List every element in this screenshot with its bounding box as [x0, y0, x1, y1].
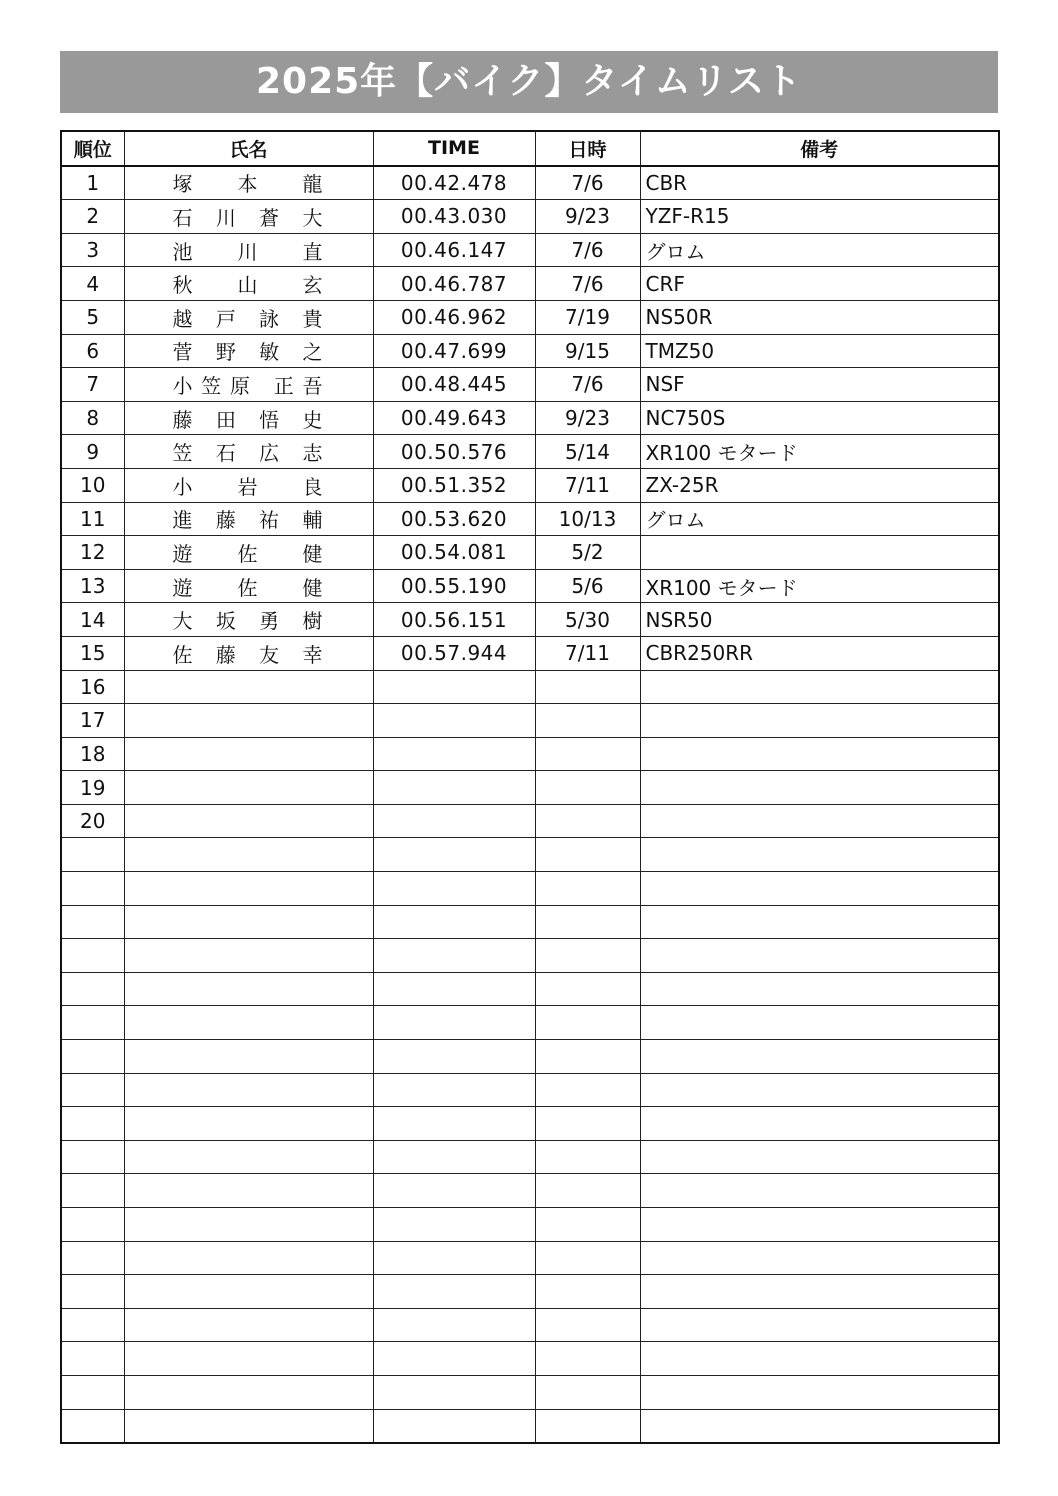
table-row: [61, 1208, 999, 1242]
name-cell: [124, 1275, 373, 1309]
table-row: [61, 1409, 999, 1443]
rank-cell: [61, 1409, 124, 1443]
name-text: 大 坂 勇 樹: [172, 609, 323, 634]
date-cell: [535, 1308, 640, 1342]
time-cell: [373, 939, 535, 973]
date-cell: [535, 939, 640, 973]
table-row: [61, 1073, 999, 1107]
time-cell: [373, 1275, 535, 1309]
table-row: [61, 1006, 999, 1040]
date-cell: [535, 1208, 640, 1242]
table-row: [61, 905, 999, 939]
date-cell: [535, 804, 640, 838]
name-cell: [124, 1342, 373, 1376]
note-cell: [640, 972, 999, 1006]
date-cell: [535, 838, 640, 872]
date-cell: 5/6: [535, 569, 640, 603]
table-row: [61, 536, 999, 570]
date-cell: [535, 1241, 640, 1275]
note-cell: NSR50: [640, 603, 999, 637]
name-cell: [124, 300, 373, 334]
note-cell: [640, 1275, 999, 1309]
note-cell: [640, 670, 999, 704]
name-cell: [124, 233, 373, 267]
rank-cell: 17: [61, 704, 124, 738]
time-cell: [373, 1174, 535, 1208]
time-cell: [373, 1342, 535, 1376]
name-text: 菅 野 敏 之: [172, 340, 323, 365]
time-cell: [373, 905, 535, 939]
name-cell: [124, 872, 373, 906]
date-cell: [535, 1140, 640, 1174]
time-cell: [373, 1107, 535, 1141]
rank-cell: [61, 1073, 124, 1107]
rank-cell: 4: [61, 267, 124, 301]
date-cell: [535, 1073, 640, 1107]
table-row: [61, 334, 999, 368]
page-title: 2025年【バイク】タイムリスト: [60, 51, 998, 113]
name-cell: [124, 771, 373, 805]
time-cell: [373, 670, 535, 704]
table-row: [61, 737, 999, 771]
note-cell: CBR250RR: [640, 636, 999, 670]
name-cell: [124, 166, 373, 200]
name-cell: [124, 334, 373, 368]
rank-cell: [61, 1208, 124, 1242]
rank-cell: [61, 1174, 124, 1208]
time-cell: [373, 972, 535, 1006]
rank-cell: 5: [61, 300, 124, 334]
table-row: [61, 704, 999, 738]
note-cell: CBR: [640, 166, 999, 200]
rank-cell: 1: [61, 166, 124, 200]
date-cell: 7/11: [535, 636, 640, 670]
header-rank: 順位: [61, 131, 124, 166]
time-cell: [373, 1006, 535, 1040]
name-cell: [124, 1308, 373, 1342]
time-cell: 00.54.081: [373, 536, 535, 570]
table-row: [61, 300, 999, 334]
note-cell: NC750S: [640, 401, 999, 435]
rank-cell: [61, 1275, 124, 1309]
name-cell: [124, 1208, 373, 1242]
rank-cell: 19: [61, 771, 124, 805]
note-cell: [640, 1409, 999, 1443]
time-cell: 00.51.352: [373, 468, 535, 502]
rank-cell: 7: [61, 368, 124, 402]
rank-cell: [61, 1241, 124, 1275]
name-text: 遊 佐 健: [172, 541, 323, 566]
rank-cell: [61, 1107, 124, 1141]
rank-cell: [61, 1375, 124, 1409]
time-cell: [373, 804, 535, 838]
note-cell: [640, 1241, 999, 1275]
date-cell: [535, 1040, 640, 1074]
time-cell: 00.55.190: [373, 569, 535, 603]
rank-cell: 6: [61, 334, 124, 368]
table-header-row: [61, 131, 999, 166]
time-list-table: [60, 130, 1000, 1444]
name-cell: [124, 502, 373, 536]
name-cell: [124, 1073, 373, 1107]
date-cell: 7/6: [535, 233, 640, 267]
rank-cell: [61, 1342, 124, 1376]
rank-cell: 18: [61, 737, 124, 771]
name-cell: [124, 905, 373, 939]
table-row: [61, 603, 999, 637]
note-cell: [640, 1107, 999, 1141]
table-row: [61, 838, 999, 872]
rank-cell: [61, 1040, 124, 1074]
note-cell: [640, 1073, 999, 1107]
note-cell: [640, 1174, 999, 1208]
name-cell: [124, 435, 373, 469]
table-row: [61, 1241, 999, 1275]
name-text: 笠 石 広 志: [172, 441, 323, 466]
name-cell: [124, 939, 373, 973]
note-cell: [640, 1040, 999, 1074]
note-cell: [640, 1375, 999, 1409]
date-cell: [535, 1006, 640, 1040]
table-row: [61, 939, 999, 973]
rank-cell: 11: [61, 502, 124, 536]
time-cell: [373, 872, 535, 906]
table-row: [61, 1375, 999, 1409]
time-cell: [373, 1140, 535, 1174]
time-cell: 00.57.944: [373, 636, 535, 670]
name-cell: [124, 267, 373, 301]
rank-cell: 8: [61, 401, 124, 435]
note-cell: [640, 838, 999, 872]
table-row: [61, 435, 999, 469]
rank-cell: [61, 1140, 124, 1174]
time-cell: 00.46.787: [373, 267, 535, 301]
table-row: [61, 1140, 999, 1174]
name-cell: [124, 737, 373, 771]
time-cell: 00.49.643: [373, 401, 535, 435]
date-cell: [535, 972, 640, 1006]
name-text: 小 岩 良: [172, 474, 323, 499]
date-cell: 7/6: [535, 166, 640, 200]
time-cell: 00.46.962: [373, 300, 535, 334]
time-cell: [373, 838, 535, 872]
table-row: [61, 872, 999, 906]
name-cell: [124, 368, 373, 402]
header-date: 日時: [535, 131, 640, 166]
date-cell: [535, 1275, 640, 1309]
name-text: 越 戸 詠 貴: [172, 306, 323, 331]
table-row: [61, 200, 999, 234]
time-cell: [373, 737, 535, 771]
note-cell: グロム: [640, 502, 999, 536]
name-text: 池 川 直: [172, 239, 323, 264]
note-cell: [640, 804, 999, 838]
time-cell: 00.42.478: [373, 166, 535, 200]
date-cell: 9/23: [535, 401, 640, 435]
rank-cell: 10: [61, 468, 124, 502]
time-cell: 00.56.151: [373, 603, 535, 637]
date-cell: 10/13: [535, 502, 640, 536]
note-cell: XR100 モタード: [640, 435, 999, 469]
time-cell: [373, 1073, 535, 1107]
date-cell: [535, 872, 640, 906]
note-cell: TMZ50: [640, 334, 999, 368]
name-text: 秋 山 玄: [172, 273, 323, 298]
note-cell: [640, 737, 999, 771]
date-cell: 7/11: [535, 468, 640, 502]
header-note: 備考: [640, 131, 999, 166]
date-cell: 5/30: [535, 603, 640, 637]
note-cell: [640, 939, 999, 973]
name-text: 小笠原 正吾: [172, 373, 323, 398]
note-cell: NSF: [640, 368, 999, 402]
name-text: 藤 田 悟 史: [172, 407, 323, 432]
table-row: [61, 1308, 999, 1342]
date-cell: [535, 1174, 640, 1208]
name-text: 佐 藤 友 幸: [172, 642, 323, 667]
name-cell: [124, 838, 373, 872]
table-row: [61, 166, 999, 200]
date-cell: [535, 704, 640, 738]
time-cell: [373, 1208, 535, 1242]
date-cell: 9/15: [535, 334, 640, 368]
name-cell: [124, 603, 373, 637]
time-cell: [373, 1409, 535, 1443]
name-text: 遊 佐 健: [172, 575, 323, 600]
table-row: [61, 502, 999, 536]
rank-cell: 2: [61, 200, 124, 234]
table-row: [61, 1040, 999, 1074]
table-row: [61, 401, 999, 435]
name-cell: [124, 401, 373, 435]
note-cell: XR100 モタード: [640, 569, 999, 603]
date-cell: [535, 1375, 640, 1409]
date-cell: [535, 670, 640, 704]
note-cell: [640, 771, 999, 805]
table-row: [61, 1275, 999, 1309]
name-cell: [124, 200, 373, 234]
note-cell: [640, 536, 999, 570]
table-row: [61, 771, 999, 805]
header-name: 氏名: [124, 131, 373, 166]
note-cell: [640, 1006, 999, 1040]
time-cell: 00.48.445: [373, 368, 535, 402]
rank-cell: 15: [61, 636, 124, 670]
date-cell: 7/19: [535, 300, 640, 334]
name-cell: [124, 636, 373, 670]
rank-cell: [61, 905, 124, 939]
name-cell: [124, 1174, 373, 1208]
date-cell: [535, 1409, 640, 1443]
table-row: [61, 1174, 999, 1208]
note-cell: [640, 1342, 999, 1376]
date-cell: 9/23: [535, 200, 640, 234]
name-cell: [124, 1107, 373, 1141]
name-cell: [124, 670, 373, 704]
name-cell: [124, 1006, 373, 1040]
table-row: [61, 468, 999, 502]
time-cell: 00.46.147: [373, 233, 535, 267]
note-cell: [640, 704, 999, 738]
note-cell: [640, 872, 999, 906]
table-row: [61, 804, 999, 838]
note-cell: NS50R: [640, 300, 999, 334]
time-cell: [373, 704, 535, 738]
rank-cell: [61, 939, 124, 973]
date-cell: [535, 905, 640, 939]
name-cell: [124, 1140, 373, 1174]
note-cell: CRF: [640, 267, 999, 301]
time-cell: [373, 1308, 535, 1342]
rank-cell: [61, 972, 124, 1006]
rank-cell: 20: [61, 804, 124, 838]
table-row: [61, 267, 999, 301]
name-text: 進 藤 祐 輔: [172, 508, 323, 533]
rank-cell: [61, 1006, 124, 1040]
table-row: [61, 972, 999, 1006]
date-cell: 5/2: [535, 536, 640, 570]
note-cell: YZF-R15: [640, 200, 999, 234]
note-cell: グロム: [640, 233, 999, 267]
time-cell: [373, 1040, 535, 1074]
time-cell: 00.43.030: [373, 200, 535, 234]
rank-cell: [61, 872, 124, 906]
table-row: [61, 1342, 999, 1376]
time-cell: [373, 1375, 535, 1409]
date-cell: [535, 771, 640, 805]
date-cell: 5/14: [535, 435, 640, 469]
table-row: [61, 670, 999, 704]
rank-cell: 13: [61, 569, 124, 603]
name-cell: [124, 1040, 373, 1074]
table-row: [61, 233, 999, 267]
name-cell: [124, 972, 373, 1006]
name-text: 塚 本 龍: [172, 172, 323, 197]
table-row: [61, 368, 999, 402]
note-cell: [640, 1308, 999, 1342]
rank-cell: 3: [61, 233, 124, 267]
header-time: TIME: [373, 131, 535, 166]
time-cell: 00.50.576: [373, 435, 535, 469]
note-cell: [640, 905, 999, 939]
name-cell: [124, 1409, 373, 1443]
time-cell: 00.53.620: [373, 502, 535, 536]
name-cell: [124, 704, 373, 738]
table-row: [61, 636, 999, 670]
name-cell: [124, 804, 373, 838]
rank-cell: [61, 1308, 124, 1342]
time-cell: [373, 771, 535, 805]
date-cell: [535, 1342, 640, 1376]
time-cell: [373, 1241, 535, 1275]
name-cell: [124, 536, 373, 570]
note-cell: ZX-25R: [640, 468, 999, 502]
date-cell: [535, 1107, 640, 1141]
date-cell: [535, 737, 640, 771]
date-cell: 7/6: [535, 267, 640, 301]
time-cell: 00.47.699: [373, 334, 535, 368]
table-row: [61, 569, 999, 603]
rank-cell: [61, 838, 124, 872]
date-cell: 7/6: [535, 368, 640, 402]
note-cell: [640, 1140, 999, 1174]
name-cell: [124, 1375, 373, 1409]
rank-cell: 14: [61, 603, 124, 637]
note-cell: [640, 1208, 999, 1242]
rank-cell: 16: [61, 670, 124, 704]
name-text: 石 川 蒼 大: [172, 205, 323, 230]
table-body: [61, 166, 999, 1444]
table-row: [61, 1107, 999, 1141]
name-cell: [124, 569, 373, 603]
rank-cell: 9: [61, 435, 124, 469]
name-cell: [124, 468, 373, 502]
name-cell: [124, 1241, 373, 1275]
rank-cell: 12: [61, 536, 124, 570]
